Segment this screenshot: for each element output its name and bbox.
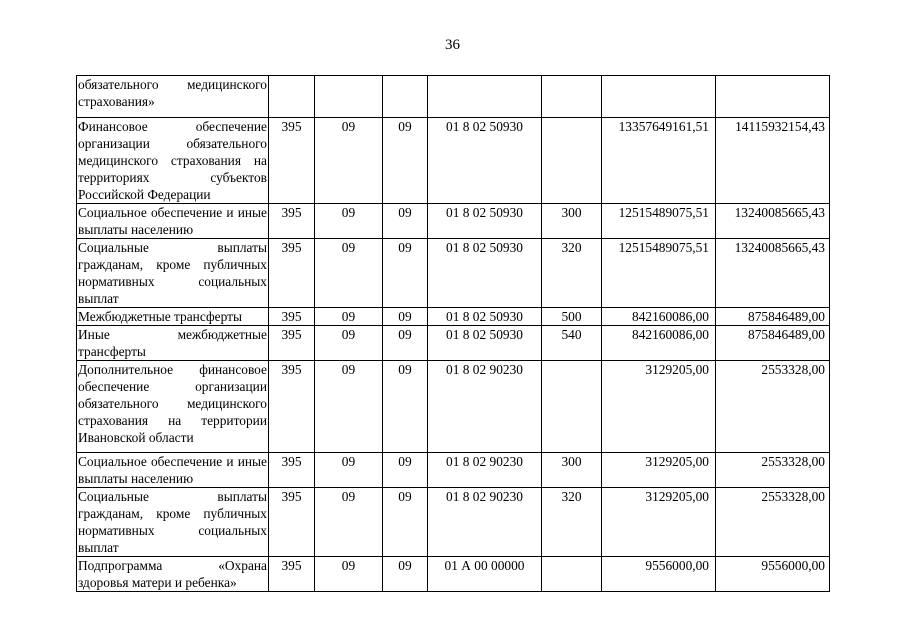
- admin-code-cell: 395: [269, 361, 315, 453]
- subsection-code-cell: 09: [383, 361, 428, 453]
- expense-type-cell: 540: [542, 326, 602, 361]
- table-row: [77, 204, 830, 239]
- admin-code-cell: 395: [269, 239, 315, 308]
- target-article-cell: 01 8 02 50930: [428, 308, 542, 326]
- section-code-cell: 09: [315, 118, 383, 204]
- target-article-cell: [428, 76, 542, 118]
- admin-code-cell: 395: [269, 453, 315, 488]
- target-article-cell: 01 8 02 50930: [428, 326, 542, 361]
- amount-year2-cell: 875846489,00: [716, 326, 830, 361]
- subsection-code-cell: 09: [383, 326, 428, 361]
- row-name-cell: Социальные выплаты гражданам, кроме публичных нормативных социальных выплат: [78, 240, 267, 306]
- subsection-code-cell: 09: [383, 557, 428, 592]
- amount-year1-cell: 842160086,00: [602, 308, 716, 326]
- table-row: [77, 239, 830, 308]
- amount-year1-cell: 3129205,00: [602, 361, 716, 453]
- amount-year1-cell: 12515489075,51: [602, 239, 716, 308]
- row-name-cell: Межбюджетные трансферты: [77, 308, 269, 326]
- amount-year1-cell: 3129205,00: [602, 453, 716, 488]
- expense-type-cell: [542, 76, 602, 118]
- expense-type-cell: 320: [542, 488, 602, 557]
- admin-code-cell: [269, 76, 315, 118]
- amount-year2-cell: 13240085665,43: [716, 204, 830, 239]
- expense-type-cell: 300: [542, 453, 602, 488]
- expense-type-cell: [542, 361, 602, 453]
- row-name-cell: Социальное обеспечение и иные выплаты населению: [78, 454, 267, 486]
- section-code-cell: 09: [315, 453, 383, 488]
- section-code-cell: [315, 76, 383, 118]
- row-name-cell: Социальные выплаты гражданам, кроме публичных нормативных социальных выплат: [78, 489, 267, 555]
- budget-table: [76, 75, 830, 592]
- table-row: [77, 361, 830, 453]
- amount-year2-cell: [716, 76, 830, 118]
- row-name-cell: Социальное обеспечение и иные выплаты населению: [78, 205, 267, 237]
- target-article-cell: 01 8 02 90230: [428, 488, 542, 557]
- subsection-code-cell: 09: [383, 308, 428, 326]
- expense-type-cell: 320: [542, 239, 602, 308]
- admin-code-cell: 395: [269, 488, 315, 557]
- expense-type-cell: 300: [542, 204, 602, 239]
- section-code-cell: 09: [315, 204, 383, 239]
- amount-year1-cell: 9556000,00: [602, 557, 716, 592]
- table-row: [77, 453, 830, 488]
- row-name-cell: Финансовое обеспечение организации обязательного медицинского страхования на территориях субъектов Российской Федерации: [78, 119, 267, 202]
- row-name-cell: Дополнительное финансовое обеспечение организации обязательного медицинского страхования на территории Ивановской области: [77, 361, 269, 453]
- table-row: [77, 76, 830, 118]
- amount-year2-cell: 13240085665,43: [716, 239, 830, 308]
- section-code-cell: 09: [315, 361, 383, 453]
- admin-code-cell: 395: [269, 326, 315, 361]
- target-article-cell: 01 8 02 50930: [428, 239, 542, 308]
- section-code-cell: 09: [315, 326, 383, 361]
- section-code-cell: 09: [315, 239, 383, 308]
- section-code-cell: 09: [315, 308, 383, 326]
- admin-code-cell: 395: [269, 118, 315, 204]
- amount-year2-cell: 2553328,00: [716, 361, 830, 453]
- subsection-code-cell: 09: [383, 204, 428, 239]
- admin-code-cell: 395: [269, 308, 315, 326]
- amount-year1-cell: [602, 76, 716, 118]
- subsection-code-cell: 09: [383, 488, 428, 557]
- admin-code-cell: 395: [269, 204, 315, 239]
- amount-year1-cell: 3129205,00: [602, 488, 716, 557]
- table-row: [77, 308, 830, 326]
- row-name-cell: обязательного медицинского страхования»: [77, 76, 269, 118]
- table-row: [77, 326, 830, 361]
- section-code-cell: 09: [315, 488, 383, 557]
- table-row: [77, 118, 830, 204]
- amount-year2-cell: 9556000,00: [716, 557, 830, 592]
- subsection-code-cell: 09: [383, 118, 428, 204]
- amount-year1-cell: 842160086,00: [602, 326, 716, 361]
- row-name-cell: Подпрограмма «Охрана здоровья матери и ребенка»: [78, 558, 267, 590]
- target-article-cell: 01 8 02 50930: [428, 118, 542, 204]
- target-article-cell: 01 8 02 90230: [428, 453, 542, 488]
- expense-type-cell: [542, 557, 602, 592]
- subsection-code-cell: [383, 76, 428, 118]
- expense-type-cell: 500: [542, 308, 602, 326]
- amount-year2-cell: 14115932154,43: [716, 118, 830, 204]
- target-article-cell: 01 8 02 90230: [428, 361, 542, 453]
- target-article-cell: 01 8 02 50930: [428, 204, 542, 239]
- section-code-cell: 09: [315, 557, 383, 592]
- row-name-cell: Иные межбюджетные трансферты: [78, 327, 267, 359]
- table-row: [77, 557, 830, 592]
- amount-year2-cell: 2553328,00: [716, 488, 830, 557]
- amount-year2-cell: 875846489,00: [716, 308, 830, 326]
- amount-year1-cell: 12515489075,51: [602, 204, 716, 239]
- amount-year1-cell: 13357649161,51: [602, 118, 716, 204]
- expense-type-cell: [542, 118, 602, 204]
- admin-code-cell: 395: [269, 557, 315, 592]
- amount-year2-cell: 2553328,00: [716, 453, 830, 488]
- subsection-code-cell: 09: [383, 239, 428, 308]
- target-article-cell: 01 А 00 00000: [428, 557, 542, 592]
- page-number: 36: [445, 37, 460, 53]
- subsection-code-cell: 09: [383, 453, 428, 488]
- table-row: [77, 488, 830, 557]
